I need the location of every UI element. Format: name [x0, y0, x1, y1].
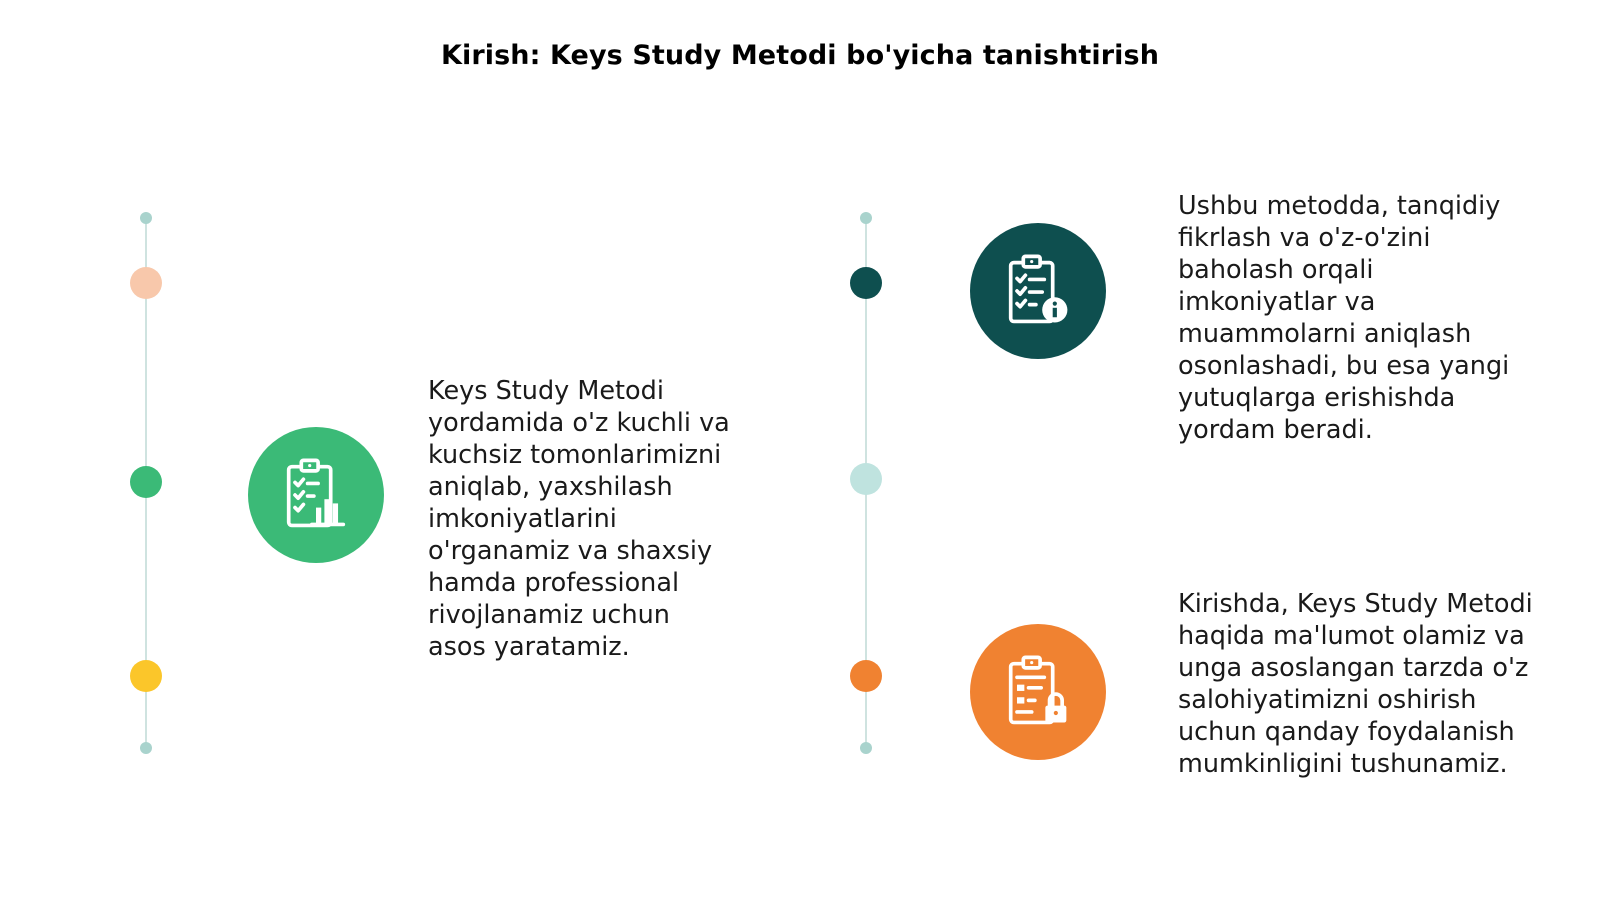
timeline-start-dot: [140, 212, 152, 224]
clipboard-chart-icon: [248, 427, 384, 563]
clipboard-lock-icon: [970, 624, 1106, 760]
page-title: Kirish: Keys Study Metodi bo'yicha tanishtirish: [440, 40, 1160, 71]
description-3: Kirishda, Keys Study Metodi haqida ma'lumot olamiz va unga asoslangan tarzda o'z salohiyatimizni oshirish uchun qanday foydalanish mumkinligini tushunamiz.: [1178, 589, 1533, 779]
timeline-dot-green: [130, 466, 162, 498]
timeline-left: [126, 206, 166, 766]
timeline-dot-dark-teal: [850, 267, 882, 299]
clipboard-info-icon: [970, 223, 1106, 359]
timeline-dot-yellow: [130, 660, 162, 692]
timeline-dot-light-teal: [850, 463, 882, 495]
timeline-start-dot: [860, 212, 872, 224]
description-1: Keys Study Metodi yordamida o'z kuchli va kuchsiz tomonlarimizni aniqlab, yaxshilash imkoniyatlarini o'rganamiz va shaxsiy hamda professional rivojlanamiz uchun asos yaratamiz.: [428, 376, 730, 662]
timeline-right: [846, 206, 886, 766]
timeline-end-dot: [140, 742, 152, 754]
timeline-dot-peach: [130, 267, 162, 299]
description-2: Ushbu metodda, tanqidiy fikrlash va o'z-o'zini baholash orqali imkoniyatlar va muammolarni aniqlash osonlashadi, bu esa yangi yutuqlarga erishishda yordam beradi.: [1178, 191, 1510, 445]
timeline-end-dot: [860, 742, 872, 754]
timeline-dot-orange: [850, 660, 882, 692]
